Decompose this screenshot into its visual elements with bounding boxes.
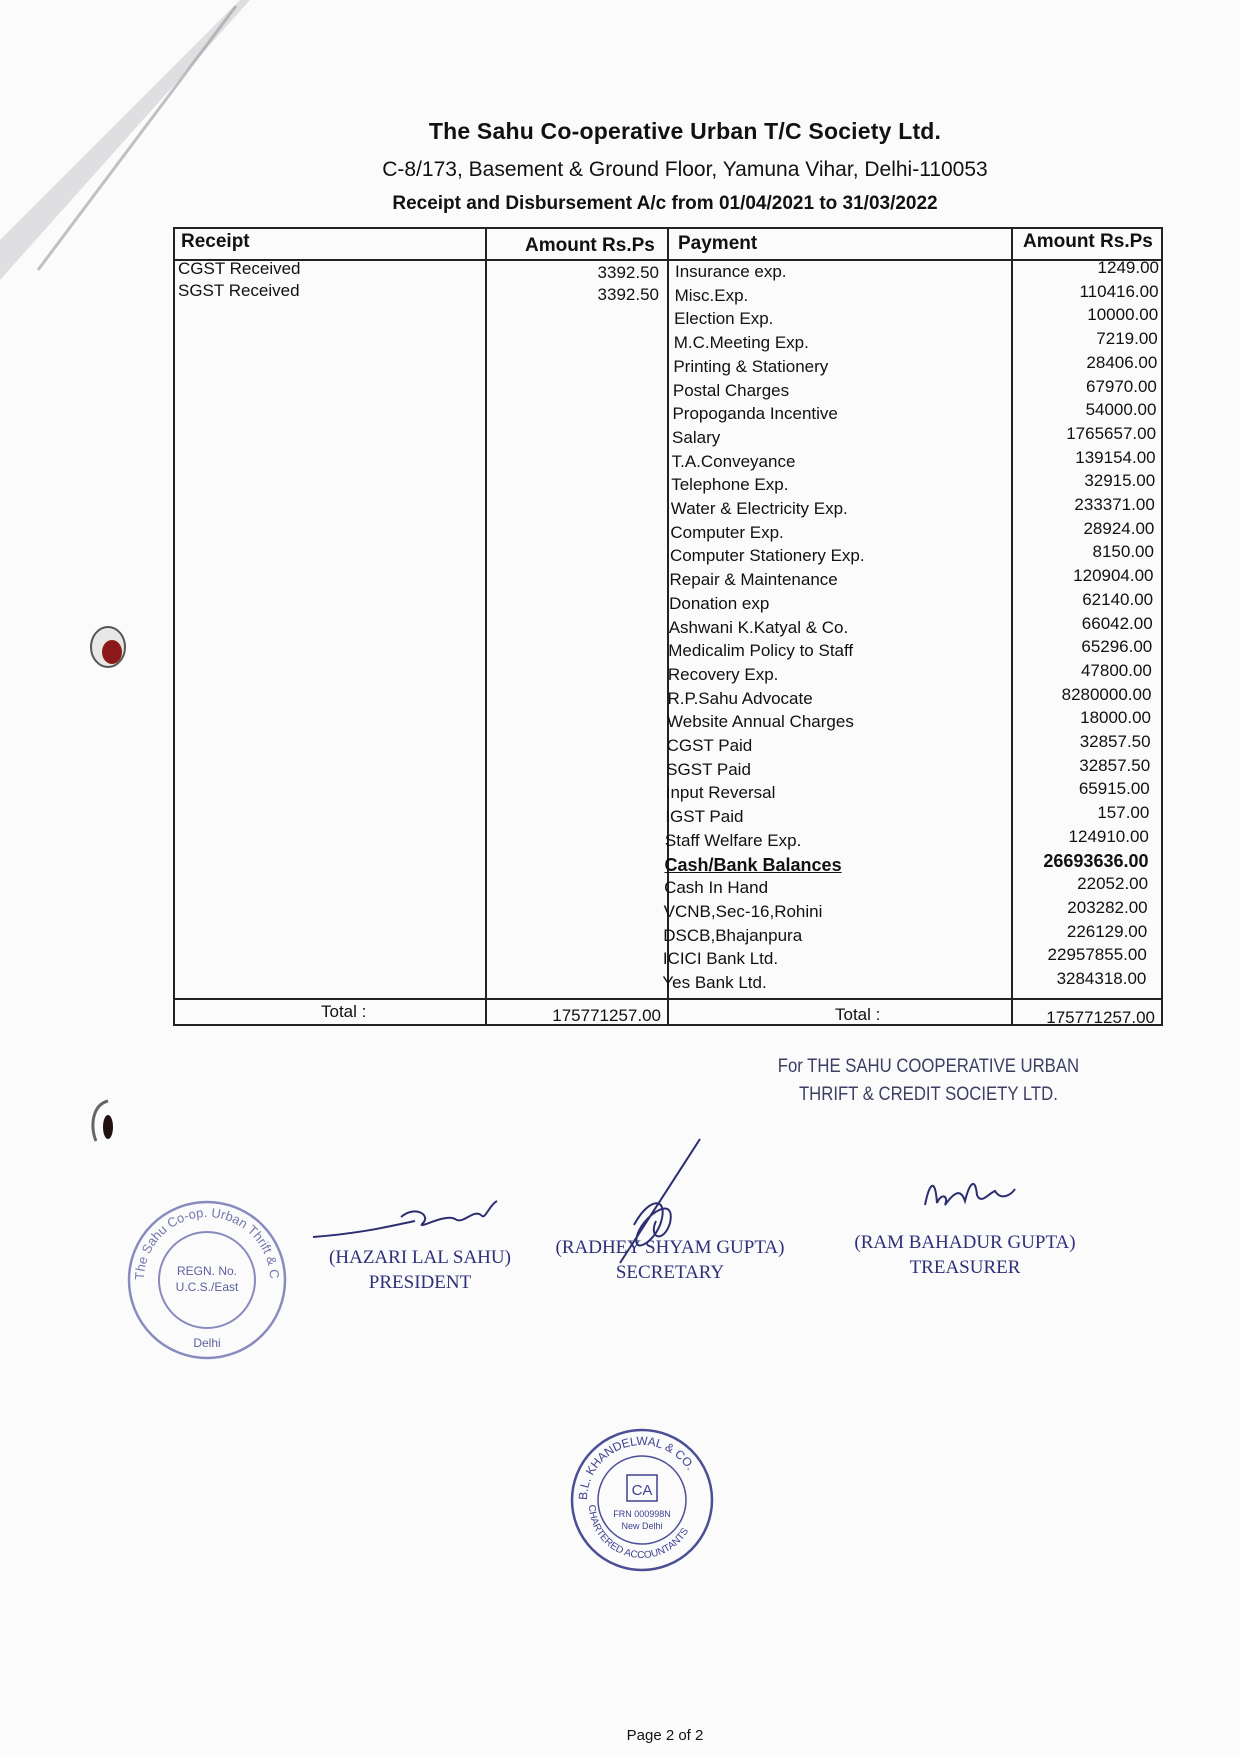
payment-row-label: Telephone Exp. bbox=[671, 475, 789, 495]
column-divider bbox=[485, 229, 487, 1024]
society-seal-stamp bbox=[117, 1183, 292, 1365]
payment-row-amount: 233371.00 bbox=[1074, 495, 1155, 514]
payment-row-label: Ashwani K.Katyal & Co. bbox=[668, 617, 849, 637]
payment-row-label: Staff Welfare Exp. bbox=[664, 830, 802, 850]
balance-row-label: ICICI Bank Ltd. bbox=[662, 949, 779, 969]
payment-row-label: Computer Stationery Exp. bbox=[669, 546, 865, 566]
payment-row-amount: 67970.00 bbox=[1085, 376, 1157, 396]
payment-row-amount: 10000.00 bbox=[1087, 305, 1159, 325]
auditor-seal-logo: CA bbox=[631, 1482, 653, 1499]
auditor-seal-ring-text: B.L. KHANDELWAL & CO. bbox=[575, 1433, 698, 1501]
payment-row-amount: 62140.00 bbox=[1082, 589, 1154, 609]
header-payment-amount: Amount Rs.Ps bbox=[1023, 231, 1153, 252]
auditor-seal-ring-bottom: CHARTERED ACCOUNTANTS bbox=[585, 1504, 692, 1562]
payment-row-label: M.C.Meeting Exp. bbox=[673, 333, 809, 353]
for-society-line1: For THE SAHU COOPERATIVE URBAN bbox=[777, 1056, 1080, 1077]
president-signature bbox=[305, 1195, 505, 1245]
payment-row-label: Postal Charges bbox=[672, 380, 790, 400]
payment-row-amount: 1249.00 bbox=[1097, 258, 1159, 277]
payment-row-label: Input Reversal bbox=[665, 783, 776, 803]
balance-row-amount: 22957855.00 bbox=[1047, 945, 1147, 965]
total-amount-right: 175771257.00 bbox=[1046, 1008, 1155, 1027]
payment-row-label: Printing & Stationery bbox=[673, 356, 829, 376]
receipt-label: CGST Received bbox=[178, 259, 301, 278]
payment-row-amount: 28406.00 bbox=[1086, 352, 1158, 372]
balance-row-label: Cash In Hand bbox=[664, 878, 769, 898]
payment-row-amount: 18000.00 bbox=[1080, 708, 1152, 728]
balance-row-amount: 226129.00 bbox=[1066, 921, 1148, 941]
payment-row-label: T.A.Conveyance bbox=[671, 451, 796, 471]
total-label-left: Total : bbox=[321, 1002, 367, 1021]
payment-row-label: Insurance exp. bbox=[675, 262, 787, 281]
payment-row-label: Recovery Exp. bbox=[667, 664, 779, 684]
payment-row-amount: 54000.00 bbox=[1085, 400, 1157, 420]
payment-row-label: Computer Exp. bbox=[670, 522, 784, 542]
for-society-block bbox=[770, 1053, 1087, 1109]
payment-row-amount: 124910.00 bbox=[1068, 826, 1149, 846]
header-receipt-amount: Amount Rs.Ps bbox=[525, 235, 655, 256]
payment-row-amount: 8150.00 bbox=[1092, 542, 1154, 562]
president-name: (HAZARI LAL SAHU) bbox=[329, 1247, 511, 1268]
payment-row-amount: 110416.00 bbox=[1079, 281, 1159, 301]
payment-row-amount: 66042.00 bbox=[1081, 613, 1153, 633]
balances-heading-amount: 26693636.00 bbox=[1043, 850, 1149, 871]
treasurer-name: (RAM BAHADUR GUPTA) bbox=[854, 1232, 1076, 1253]
payment-row-label: SGST Paid bbox=[666, 759, 751, 779]
balance-row-amount: 203282.00 bbox=[1067, 897, 1148, 917]
receipt-amount: 3392.50 bbox=[597, 263, 659, 282]
balance-row-amount: 22052.00 bbox=[1077, 874, 1149, 894]
total-amount-left: 175771257.00 bbox=[552, 1006, 661, 1025]
auditor-seal-city: New Delhi bbox=[621, 1521, 663, 1531]
payment-row-amount: 65296.00 bbox=[1081, 637, 1153, 657]
for-society-line2: THRIFT & CREDIT SOCIETY LTD. bbox=[798, 1084, 1058, 1105]
receipt-label: SGST Received bbox=[178, 281, 300, 300]
society-seal-center-1: REGN. No. bbox=[176, 1264, 238, 1278]
balance-row-label: Yes Bank Ltd. bbox=[662, 973, 767, 992]
payment-row-label: Medicalim Policy to Staff bbox=[668, 641, 854, 661]
payment-row-label: Misc.Exp. bbox=[674, 285, 749, 305]
payment-row-label: CGST Paid bbox=[666, 736, 753, 755]
society-seal-bottom: Delhi bbox=[193, 1336, 221, 1350]
balance-row-label: VCNB,Sec-16,Rohini bbox=[663, 901, 823, 921]
treasurer-signature bbox=[915, 1165, 1025, 1225]
payment-row-label: Donation exp bbox=[669, 593, 770, 613]
receipt-disbursement-table bbox=[173, 227, 1163, 1026]
president-title: PRESIDENT bbox=[368, 1272, 472, 1293]
payment-row-label: R.P.Sahu Advocate bbox=[667, 688, 813, 708]
total-rule bbox=[175, 998, 1161, 1000]
statement-period: Receipt and Disbursement A/c from 01/04/2021 to 31/03/2022 bbox=[392, 193, 938, 214]
auditor-seal-stamp bbox=[567, 1425, 717, 1575]
payment-row-label: Website Annual Charges bbox=[667, 712, 854, 732]
balance-row-label: DSCB,Bhajanpura bbox=[663, 925, 803, 945]
payment-row-amount: 32915.00 bbox=[1084, 471, 1156, 491]
payment-row-amount: 65915.00 bbox=[1078, 779, 1150, 799]
auditor-seal-frn: FRN 000998N bbox=[613, 1509, 671, 1519]
society-seal-center-2: U.C.S./East bbox=[175, 1280, 239, 1294]
secretary-block bbox=[545, 1235, 795, 1285]
society-seal-ring-text: The Sahu Co-op. Urban Thrift & Credit Society Ltd. bbox=[117, 1183, 283, 1281]
balances-heading-label: Cash/Bank Balances bbox=[664, 854, 842, 875]
receipt-amount: 3392.50 bbox=[597, 285, 659, 304]
secretary-title: SECRETARY bbox=[615, 1262, 725, 1283]
society-address: C-8/173, Basement & Ground Floor, Yamuna Vihar, Delhi-110053 bbox=[382, 158, 988, 181]
payment-row-amount: 7219.00 bbox=[1096, 329, 1158, 349]
payment-row-amount: 139154.00 bbox=[1075, 447, 1156, 467]
payment-row-amount: 120904.00 bbox=[1073, 566, 1154, 586]
balance-row-amount: 3284318.00 bbox=[1056, 969, 1147, 988]
document-title: The Sahu Co-operative Urban T/C Society Ltd. bbox=[428, 118, 942, 144]
payment-row-amount: 28924.00 bbox=[1083, 518, 1155, 538]
president-block bbox=[320, 1245, 520, 1295]
punch-hole-bottom bbox=[86, 1097, 120, 1145]
payment-row-label: Election Exp. bbox=[674, 309, 774, 329]
secretary-name: (RADHEY SHYAM GUPTA) bbox=[555, 1237, 785, 1258]
payment-row-label: Propoganda Incentive bbox=[672, 404, 838, 424]
header-receipt: Receipt bbox=[181, 231, 250, 252]
payment-row-amount: 32857.50 bbox=[1079, 732, 1151, 751]
page-number: Page 2 of 2 bbox=[626, 1727, 704, 1744]
payment-row-label: Water & Electricity Exp. bbox=[670, 499, 848, 518]
treasurer-block bbox=[835, 1230, 1095, 1280]
header-payment: Payment bbox=[678, 233, 758, 254]
treasurer-title: TREASURER bbox=[909, 1257, 1021, 1278]
payment-row-amount: 32857.50 bbox=[1079, 755, 1151, 775]
payment-row-amount: 8280000.00 bbox=[1061, 684, 1152, 704]
payment-row-amount: 157.00 bbox=[1097, 803, 1150, 823]
payment-row-amount: 47800.00 bbox=[1080, 660, 1152, 680]
punch-hole-top bbox=[88, 625, 128, 669]
payment-row-label: Repair & Maintenance bbox=[669, 570, 838, 590]
total-label-right: Total : bbox=[835, 1005, 881, 1024]
payment-row-label: Salary bbox=[672, 427, 721, 447]
payment-row-amount: 1765657.00 bbox=[1066, 423, 1157, 443]
payment-row-label: IGST Paid bbox=[665, 807, 744, 827]
